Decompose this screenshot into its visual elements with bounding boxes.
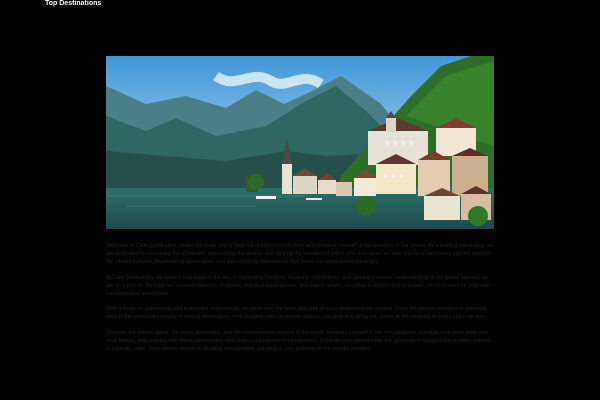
page-title: Top Destinations [45, 0, 102, 7]
article-body [106, 242, 494, 360]
article-paragraph: With a focus on authenticity and immersive experiences, we delve into the heart and soul of each destination we explore. From the ancient wonders of historical sites to the untouched beauty of natural landscapes, from bustling cities to remote villages, our goal is to bring you closer to the essence of every place we visit. [106, 306, 487, 321]
article-paragraph: Discover the hidden gems, the iconic landmarks, and the lesser-known corners of the world. Immerse yourself in the rich traditions, tantalize your taste buds with local flavors, and connect with fellow adventurers who share your passion for exploration. From ancient wonders like the pyramids of Egypt to the modern marvels of futuristic cities, from remote islands to bustling metropolises, our blog is your gateway to the world's wonders. [106, 329, 492, 353]
article-paragraph: Welcome to CHA Syndication, where we invite you to step out of your comfort zone and immerse yourself in the wonders of our planet. As a leading travel blog, we are dedicated to unraveling the mysteries, showcasing the beauty, and igniting the wanderlust within you. Join us as we take you on a captivating journey through the vibrant cultures, breathtaking landscapes, and awe-inspiring experiences that make our world so extraordinary. [106, 243, 494, 266]
article-paragraph: At CHA Syndication, we believe that travel is the key to expanding horizons, fostering connections, and gaining a deeper understanding of the global tapestry we are all a part of. Through our curated collection of stories, practical travel guides, and expert advice, we strive to inspire and empower you to embark on your own transformative adventures. [106, 274, 491, 298]
hero-image [106, 56, 494, 229]
